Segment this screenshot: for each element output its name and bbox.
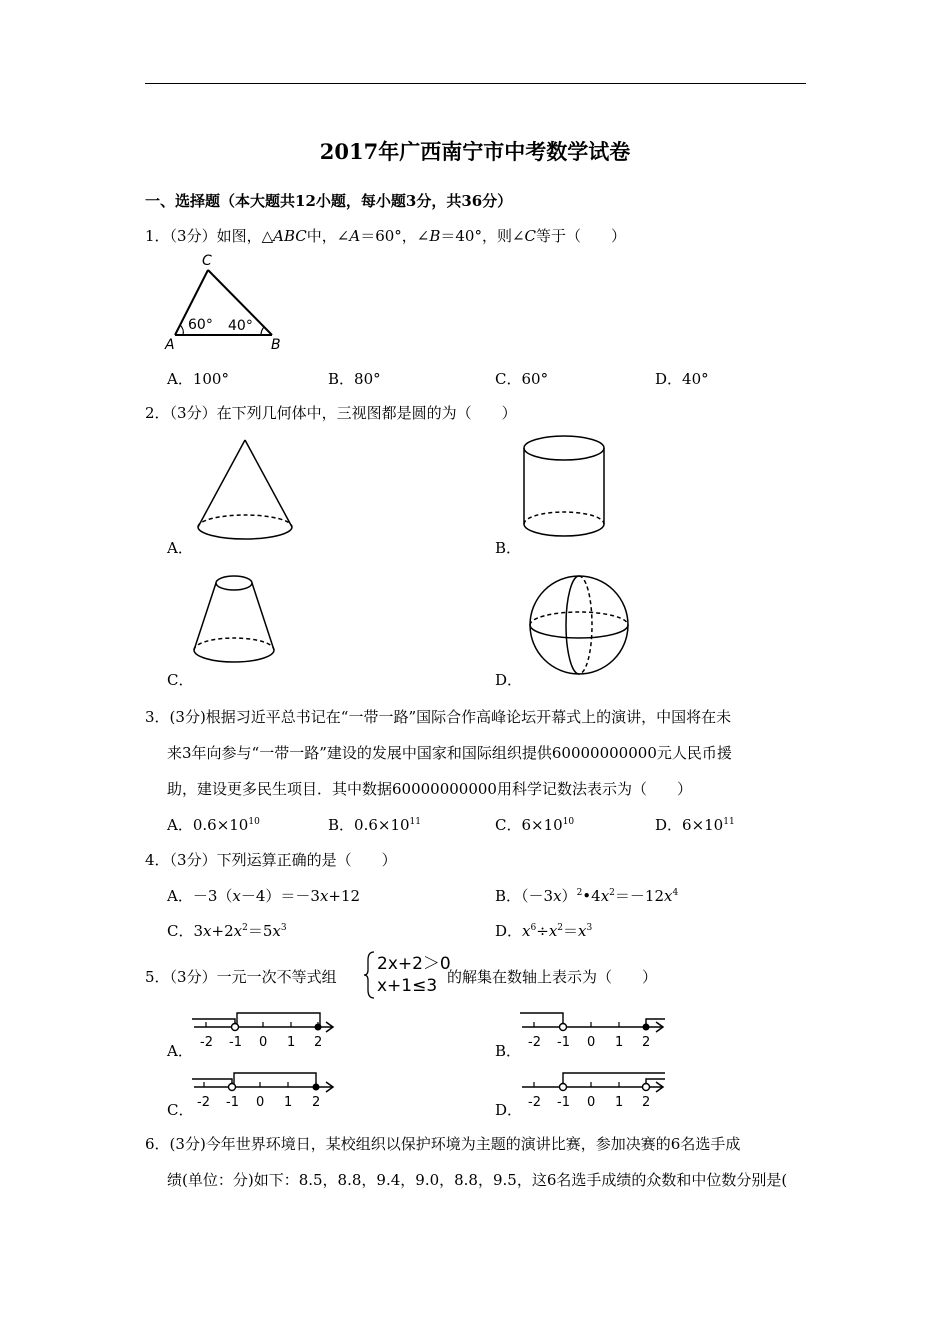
opt-text: －4）＝－3 [240, 887, 320, 905]
number-line-d[interactable] [520, 1070, 670, 1114]
question-5 [145, 966, 337, 987]
opt-var: x [232, 887, 241, 905]
tick-label: -1 [557, 1095, 570, 1110]
q5-option-a[interactable]: A． [167, 1042, 193, 1060]
q3-option-d[interactable] [655, 814, 735, 835]
opt-var: x [319, 887, 329, 905]
angle-b-arc [261, 327, 264, 335]
q4-option-c[interactable] [167, 920, 287, 941]
tick-label: 0 [256, 1095, 265, 1110]
option-base: A．0.6×10 [167, 816, 249, 834]
tick-label: 0 [587, 1035, 596, 1050]
opt-exp: 2 [609, 888, 615, 898]
q1-text: ＝60°，∠ [360, 227, 430, 245]
opt-var: x [664, 887, 673, 905]
option-base: D．6×10 [655, 816, 724, 834]
option-base: C．6×10 [495, 816, 563, 834]
question-score: （3分） [169, 851, 217, 869]
q3-option-b[interactable] [328, 814, 421, 835]
open-point [229, 1084, 236, 1091]
q1-text: 等于（ ） [536, 227, 627, 245]
q4-option-a[interactable] [167, 885, 360, 906]
closed-point [643, 1024, 650, 1031]
question-score: （3分） [169, 227, 217, 245]
opt-var: x [233, 922, 243, 940]
q1-option-a[interactable]: A．100° [167, 370, 229, 388]
opt-text: ） [561, 887, 577, 905]
q1-text: ＝40°，则∠ [440, 227, 525, 245]
question-score: （3分） [169, 968, 217, 986]
cone-edge-left [198, 440, 245, 527]
question-2 [145, 402, 517, 423]
opt-var: x [553, 887, 562, 905]
open-point [560, 1024, 567, 1031]
tick-label: -1 [226, 1095, 239, 1110]
angle-b-label: 40° [228, 318, 253, 334]
angle-a-label: 60° [188, 317, 213, 333]
question-4 [145, 849, 397, 870]
q1-var: B [429, 227, 441, 245]
q2-option-a[interactable]: A． [167, 539, 193, 557]
q5-text-b: 的解集在数轴上表示为（ ） [447, 968, 658, 986]
page-title: 2017年广西南宁市中考数学试卷 [319, 139, 631, 164]
option-exponent: 11 [409, 817, 421, 827]
opt-exp: 4 [672, 888, 679, 898]
question-1 [145, 225, 626, 246]
ray-left [520, 1013, 563, 1027]
tick-label: 2 [314, 1035, 323, 1050]
brace-path [364, 952, 374, 998]
tick-label: -1 [557, 1035, 570, 1050]
tick-label: 1 [615, 1095, 624, 1110]
tick-label: -2 [528, 1035, 541, 1050]
open-point [232, 1024, 239, 1031]
question-number: 1． [145, 227, 170, 245]
opt-text: ＝5 [247, 922, 273, 940]
sphere-equator-front [530, 625, 628, 638]
opt-text: A．－3（ [167, 887, 233, 905]
q5-option-c[interactable]: C． [167, 1101, 194, 1119]
opt-text: +12 [328, 887, 361, 905]
tick-label: 0 [259, 1035, 268, 1050]
q1-text: 中，∠ [306, 227, 350, 245]
opt-text: C．3 [167, 922, 204, 940]
opt-var: x [272, 922, 281, 940]
q1-option-c[interactable]: C．60° [495, 370, 549, 388]
opt-var: x [548, 922, 558, 940]
q4-option-b[interactable] [495, 885, 678, 906]
cylinder-top [524, 436, 604, 460]
tick-label: 2 [642, 1095, 651, 1110]
tick-label: 0 [587, 1095, 596, 1110]
cylinder-base-back [524, 512, 604, 524]
number-line-a[interactable] [192, 1010, 342, 1054]
ray-right-upper [563, 1073, 665, 1087]
frustum-figure[interactable] [188, 570, 280, 675]
opt-var: x [600, 887, 610, 905]
q6-line-2: 绩(单位：分)如下：8.5，8.8，9.4，9.0，8.8，9.5，这6名选手成绩的众数和中位数分别是( [167, 1171, 788, 1189]
frustum-base-back [194, 638, 274, 650]
sphere-meridian-front [566, 576, 579, 674]
angle-a-arc [180, 325, 183, 335]
q1-option-d[interactable]: D．40° [655, 370, 709, 388]
cone-figure[interactable] [190, 435, 300, 550]
q3-line-2: 来3年向参与“一带一路”建设的发展中国家和国际组织提供60000000000元人民币援 [167, 744, 732, 762]
q1-var: A [349, 227, 361, 245]
tick-label: -2 [200, 1035, 213, 1050]
vertex-b-label: B [271, 337, 281, 353]
opt-text: ＝－12 [614, 887, 664, 905]
q2-text: 在下列几何体中，三视图都是圆的为（ ） [216, 404, 517, 422]
option-exponent: 10 [562, 817, 575, 827]
triangle-figure [160, 250, 290, 355]
solution-bracket [237, 1013, 320, 1027]
number-line-b[interactable] [520, 1010, 670, 1054]
q2-option-b[interactable]: B． [495, 539, 522, 557]
inequality-1: 2x+2＞0 [377, 954, 451, 974]
sphere-meridian-back [579, 576, 592, 674]
q2-option-c[interactable]: C． [167, 671, 194, 689]
tick-label: 1 [615, 1035, 624, 1050]
tick-label: 2 [312, 1095, 321, 1110]
opt-text: D． [495, 922, 523, 940]
opt-exp: 2 [242, 923, 248, 933]
opt-exp: 6 [530, 923, 537, 933]
ray-left [192, 1079, 232, 1087]
frustum-top [216, 576, 252, 590]
q4-text: 下列运算正确的是（ ） [216, 851, 397, 869]
header-rule [145, 83, 806, 84]
tick-label: -2 [197, 1095, 210, 1110]
q2-option-d[interactable]: D． [495, 671, 523, 689]
sphere-figure[interactable] [523, 573, 635, 678]
q3-line-3: 助，建设更多民生项目．其中数据60000000000用科学记数法表示为（ ） [167, 780, 692, 798]
q5-option-d[interactable]: D． [495, 1101, 523, 1119]
ray-left [192, 1019, 235, 1027]
cone-base-front [198, 527, 292, 539]
opt-text: B．（－3 [495, 887, 554, 905]
tick-label: -1 [229, 1035, 242, 1050]
cone-base-back [198, 515, 292, 527]
open-point [643, 1084, 650, 1091]
inequality-brace [364, 950, 376, 1000]
opt-var: x [203, 922, 212, 940]
tick-label: 1 [287, 1035, 296, 1050]
sphere-outline [530, 576, 628, 674]
closed-point [315, 1024, 322, 1031]
question-score: （3分） [169, 404, 217, 422]
q1-var: C [524, 227, 537, 245]
opt-exp: 2 [576, 888, 583, 898]
inequality-2: x+1≤3 [377, 976, 438, 996]
q5-text: 一元一次不等式组 [216, 968, 337, 986]
q3-line-1: 3．(3分)根据习近平总书记在“一带一路”国际合作高峰论坛开幕式上的演讲，中国将在未 [145, 708, 732, 726]
closed-point [313, 1084, 320, 1091]
frustum-base-front [194, 650, 274, 662]
question-number: 2． [145, 404, 170, 422]
opt-text: •4 [582, 887, 601, 905]
question-number: 4． [145, 851, 170, 869]
option-base: B．0.6×10 [328, 816, 410, 834]
tick-label: -2 [528, 1095, 541, 1110]
opt-exp: 3 [280, 923, 287, 933]
q6-line-1: 6．(3分)今年世界环境日，某校组织以保护环境为主题的演讲比赛，参加决赛的6名选手成 [145, 1135, 741, 1153]
q1-var: ABC [273, 227, 307, 245]
vertex-c-label: C [202, 253, 212, 269]
q3-option-a[interactable] [167, 814, 260, 835]
section-heading: 一、选择题（本大题共12小题，每小题3分，共36分） [145, 192, 513, 210]
sphere-equator-back [530, 612, 628, 625]
option-exponent: 10 [248, 817, 260, 827]
tick-label: 2 [642, 1035, 651, 1050]
cylinder-base-front [524, 524, 604, 536]
option-exponent: 11 [723, 817, 735, 827]
tick-label: 1 [284, 1095, 293, 1110]
open-point [560, 1084, 567, 1091]
solution-bracket [234, 1073, 316, 1087]
number-line-c[interactable] [192, 1070, 342, 1114]
q5-option-b[interactable]: B． [495, 1042, 522, 1060]
opt-var: x [578, 922, 587, 940]
cone-edge-right [245, 440, 292, 527]
opt-exp: 2 [557, 923, 564, 933]
opt-text: ÷ [536, 922, 549, 940]
q1-text: 如图，△ [216, 227, 274, 245]
cylinder-figure[interactable] [518, 432, 613, 544]
opt-exp: 3 [586, 923, 593, 933]
opt-text: ＝ [563, 922, 579, 940]
question-number: 5． [145, 968, 170, 986]
vertex-a-label: A [165, 337, 175, 353]
opt-text: +2 [211, 922, 234, 940]
opt-var: x [522, 922, 531, 940]
q3-option-c[interactable] [495, 814, 574, 835]
q4-option-d[interactable] [495, 920, 592, 941]
q1-option-b[interactable]: B．80° [328, 370, 381, 388]
